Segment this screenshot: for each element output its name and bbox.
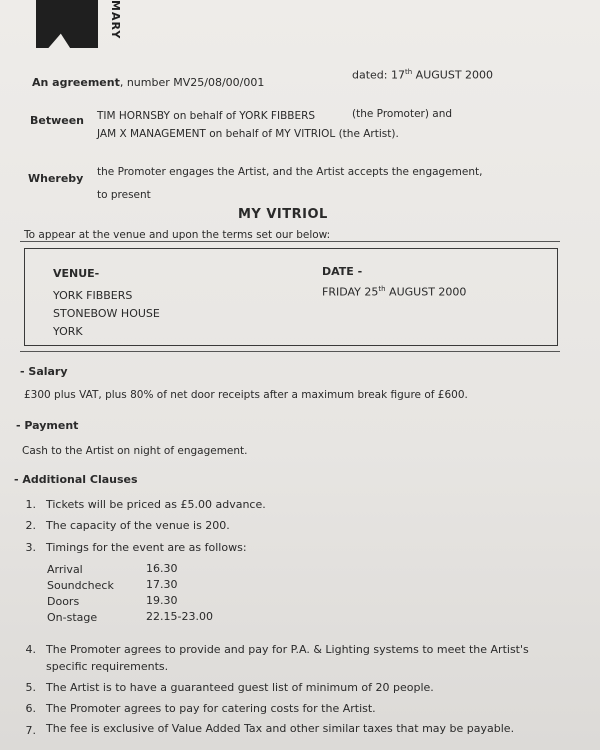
between-line1: TIM HORNSBY on behalf of YORK FIBBERS: [97, 110, 316, 122]
timing-value: 22.15-23.00: [146, 610, 213, 623]
salary-heading: - Salary: [20, 365, 68, 378]
whereby-label: Whereby: [28, 172, 84, 185]
timing-value: 16.30: [146, 562, 178, 575]
venue-heading: VENUE-: [53, 267, 100, 280]
between-line2: JAM X MANAGEMENT on behalf of MY VITRIOL (the Artist).: [97, 128, 399, 140]
agreement-number: , number MV25/08/00/001: [119, 76, 265, 89]
logo-text: MARY: [109, 0, 122, 40]
timing-label: On-stage: [47, 611, 98, 624]
clause-text: The fee is exclusive of Value Added Tax and other similar taxes that may be payable.: [46, 722, 515, 735]
timing-label: Arrival: [47, 563, 83, 576]
timing-value: 19.30: [146, 594, 178, 607]
date-heading: DATE -: [322, 265, 363, 278]
clause-text: The Promoter agrees to pay for catering costs for the Artist.: [46, 702, 376, 715]
clause-text: Timings for the event are as follows:: [46, 541, 247, 554]
date-month-year: AUGUST 2000: [385, 285, 467, 299]
timing-value: 17.30: [146, 578, 178, 591]
clause-text: Tickets will be priced as £5.00 advance.: [46, 498, 266, 511]
date-sup: th: [378, 285, 386, 293]
dated-label: dated: 17: [352, 68, 405, 82]
venue-line: YORK FIBBERS: [53, 289, 133, 302]
clause-number: 6.: [25, 702, 36, 715]
payment-text: Cash to the Artist on night of engagement.: [22, 445, 248, 457]
logo-mark: [36, 0, 98, 48]
clause-text: The capacity of the venue is 200.: [46, 519, 230, 532]
clause-text: The Promoter agrees to provide and pay for P.A. & Lighting systems to meet the Artist's specific requirements.: [46, 643, 529, 673]
salary-text: £300 plus VAT, plus 80% of net door receipts after a maximum break figure of £600.: [24, 389, 468, 401]
between-label: Between: [30, 114, 85, 127]
payment-heading: - Payment: [16, 419, 79, 432]
dated-rest: AUGUST 2000: [412, 68, 494, 82]
agreement-line: [32, 76, 264, 89]
clause-number: 7.: [25, 724, 36, 737]
appear-text: To appear at the venue and upon the terms set our below:: [24, 229, 331, 241]
artist-title: MY VITRIOL: [238, 207, 328, 222]
divider-top: [20, 241, 560, 242]
date-value: [322, 285, 466, 299]
divider-bottom: [20, 351, 560, 352]
timing-label: Doors: [47, 595, 80, 608]
clause-text: The Artist is to have a guaranteed guest list of minimum of 20 people.: [46, 681, 434, 694]
clause-number: 5.: [25, 681, 36, 694]
clause-number: 2.: [25, 519, 36, 532]
clause-number: 4.: [25, 643, 36, 656]
between-line1-role: (the Promoter) and: [352, 108, 453, 120]
dated-sup: th: [405, 68, 413, 76]
whereby-line2: to present: [97, 189, 151, 201]
date-day: FRIDAY 25: [322, 285, 379, 299]
clause-number: 1.: [25, 498, 36, 511]
venue-line: STONEBOW HOUSE: [53, 307, 160, 320]
clauses-heading: - Additional Clauses: [14, 473, 138, 486]
venue-date-box: [24, 248, 558, 346]
venue-line: YORK: [53, 325, 83, 338]
agreement-label: An agreement: [32, 76, 120, 89]
timing-label: Soundcheck: [47, 579, 114, 592]
clause-number: 3.: [25, 541, 36, 554]
whereby-line1: the Promoter engages the Artist, and the Artist accepts the engagement,: [97, 166, 483, 178]
agreement-date: [352, 68, 493, 82]
